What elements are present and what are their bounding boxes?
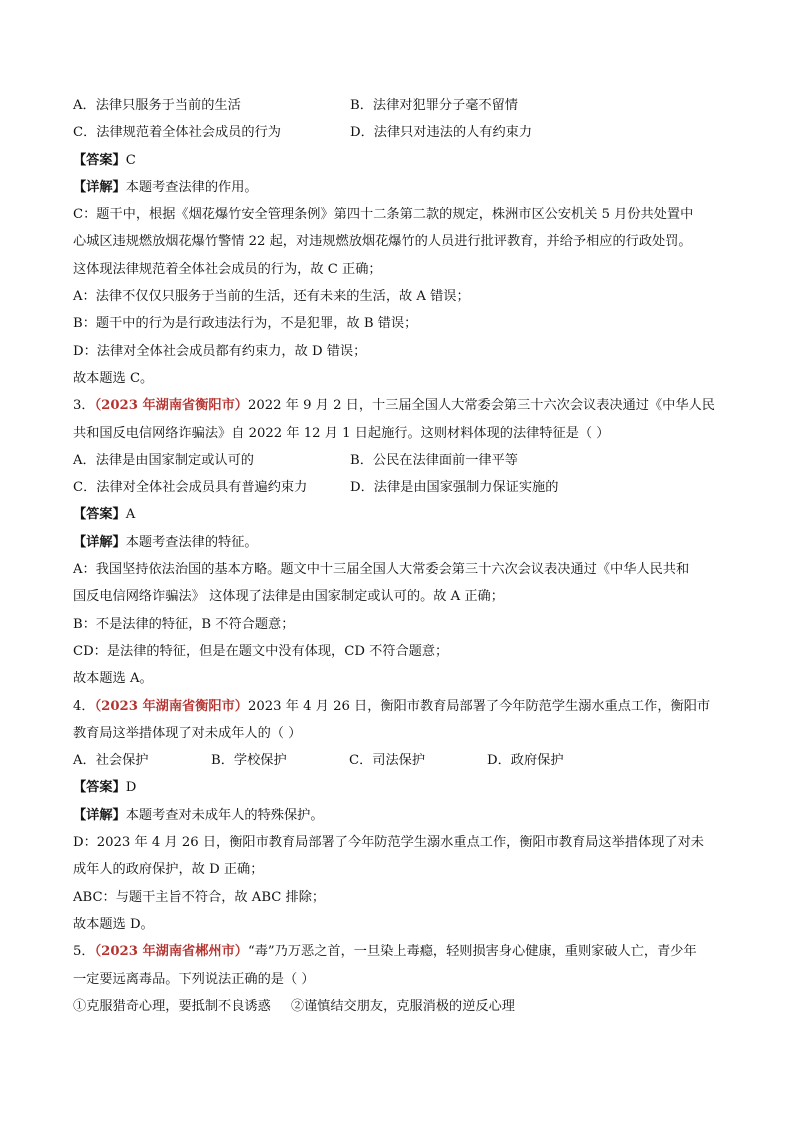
- q4-explanation-line: ABC：与题干主旨不符合，故 ABC 排除；: [73, 889, 326, 905]
- q5-items-row: [73, 993, 733, 1020]
- q2-explanation-line: C：题干中，根据《烟花爆竹安全管理条例》第四十二条第二款的规定，株洲市区公安机关 5 月份共处置中: [73, 207, 694, 223]
- q3-option-d: D．法律是由国家强制力保证实施的: [350, 480, 559, 496]
- q4-stem-line2: 教育局这举措体现了对未成年人的（ ）: [73, 725, 302, 741]
- q4-option-d: D．政府保护: [487, 753, 564, 769]
- question-source: （2023 年湖南省郴州市）: [94, 944, 248, 960]
- q2-option-a: A．法律只服务于当前的生活: [73, 98, 241, 113]
- q4-option-a: A．社会保护: [73, 753, 149, 769]
- q4-explanation-line: 故本题选 D。: [73, 916, 154, 932]
- answer-tag: 【答案】: [73, 780, 126, 796]
- q2-option-d: D．法律只对违法的人有约束力: [350, 125, 533, 141]
- q3-explanation-line: CD：是法律的特征，但是在题文中没有体现，CD 不符合题意；: [73, 643, 449, 659]
- q2-explanation-line: A：法律不仅仅只服务于当前的生活，还有未来的生活，故 A 错误；: [73, 289, 470, 305]
- question-stem: “毒”乃万恶之首，一旦染上毒瘾，轻则损害身心健康，重则家破人亡，青少年: [247, 944, 697, 960]
- answer-value: A: [125, 507, 136, 523]
- document-page: [73, 92, 733, 1020]
- q3-explanation-line: B：不是法律的特征，B 不符合题意；: [73, 616, 295, 632]
- q3-option-c: C．法律对全体社会成员具有普遍约束力: [73, 480, 308, 496]
- q3-option-b: B．公民在法律面前一律平等: [350, 452, 518, 468]
- q2-option-b: B．法律对犯罪分子毫不留情: [350, 98, 518, 113]
- q4-options-row: [73, 747, 733, 774]
- q2-detail: [73, 174, 733, 201]
- question-stem: 2022 年 9 月 2 日，十三届全国人大常委会第三十六次会议表决通过《中华人民: [247, 398, 715, 414]
- question-source: （2023 年湖南省衡阳市）: [94, 398, 248, 414]
- answer-tag: 【答案】: [73, 152, 126, 168]
- answer-value: C: [125, 152, 136, 168]
- q3-explanation-line: 故本题选 A。: [73, 671, 153, 687]
- q3-stem-line1: [73, 392, 733, 419]
- q2-options-row1: [73, 92, 733, 119]
- q5-stem-line2: 一定要远离毒品。下列说法正确的是（ ）: [73, 971, 315, 987]
- question-number: 4．: [73, 698, 95, 714]
- q3-options-row1: [73, 447, 733, 474]
- q4-stem-line1: [73, 693, 733, 720]
- q5-item-2: ②谨慎结交朋友，克服消极的逆反心理: [290, 998, 515, 1014]
- question-source: （2023 年湖南省衡阳市）: [94, 698, 248, 714]
- q4-option-c: C．司法保护: [349, 753, 426, 769]
- q5-item-1: ①克服猎奇心理，要抵制不良诱惑: [73, 998, 271, 1014]
- q2-explanation-line: D：法律对全体社会成员都有约束力，故 D 错误；: [73, 343, 367, 359]
- q3-options-row2: [73, 474, 733, 501]
- q2-explanation-line: B：题干中的行为是行政违法行为，不是犯罪，故 B 错误；: [73, 316, 418, 332]
- q3-option-a: A．法律是由国家制定或认可的: [73, 452, 254, 468]
- q5-stem-line1: [73, 938, 733, 965]
- detail-text: 本题考查法律的特征。: [125, 534, 258, 550]
- q4-explanation-line: 成年人的政府保护，故 D 正确；: [73, 862, 264, 878]
- q3-explanation-line: 国反电信网络诈骗法》 这体现了法律是由国家制定或认可的。故 A 正确；: [73, 589, 504, 605]
- detail-tag: 【详解】: [73, 179, 126, 195]
- q4-option-b: B．学校保护: [211, 753, 287, 769]
- q2-option-c: C．法律规范着全体社会成员的行为: [73, 125, 281, 141]
- q4-detail: [73, 802, 733, 829]
- q4-answer: [73, 774, 733, 801]
- q3-detail: [73, 529, 733, 556]
- q2-explanation-line: 这体现法律规范着全体社会成员的行为，故 C 正确；: [73, 261, 382, 277]
- detail-text: 本题考查对未成年人的特殊保护。: [125, 807, 324, 823]
- answer-tag: 【答案】: [73, 507, 126, 523]
- detail-tag: 【详解】: [73, 807, 126, 823]
- question-stem: 2023 年 4 月 26 日，衡阳市教育局部署了今年防范学生溺水重点工作，衡阳市: [247, 698, 711, 714]
- question-number: 3．: [73, 398, 95, 414]
- detail-text: 本题考查法律的作用。: [125, 179, 258, 195]
- q2-options-row2: [73, 119, 733, 146]
- answer-value: D: [125, 780, 137, 796]
- q4-explanation-line: D：2023 年 4 月 26 日，衡阳市教育局部署了今年防范学生溺水重点工作，衡阳市教育局这举措体现了对未: [73, 835, 704, 851]
- detail-tag: 【详解】: [73, 534, 126, 550]
- q3-explanation-line: A：我国坚持依法治国的基本方略。题文中十三届全国人大常委会第三十六次会议表决通过《中华人民共和: [73, 562, 690, 578]
- q2-explanation-line: 故本题选 C。: [73, 370, 154, 386]
- q2-answer: [73, 147, 733, 174]
- q3-answer: [73, 501, 733, 528]
- question-number: 5．: [73, 944, 95, 960]
- q2-explanation-line: 心城区违规燃放烟花爆竹警情 22 起，对违规燃放烟花爆竹的人员进行批评教育，并给予相应的行政处罚。: [73, 234, 692, 250]
- q3-stem-line2: 共和国反电信网络诈骗法》自 2022 年 12 月 1 日起施行。这则材料体现的法律特征是（ ）: [73, 425, 610, 441]
